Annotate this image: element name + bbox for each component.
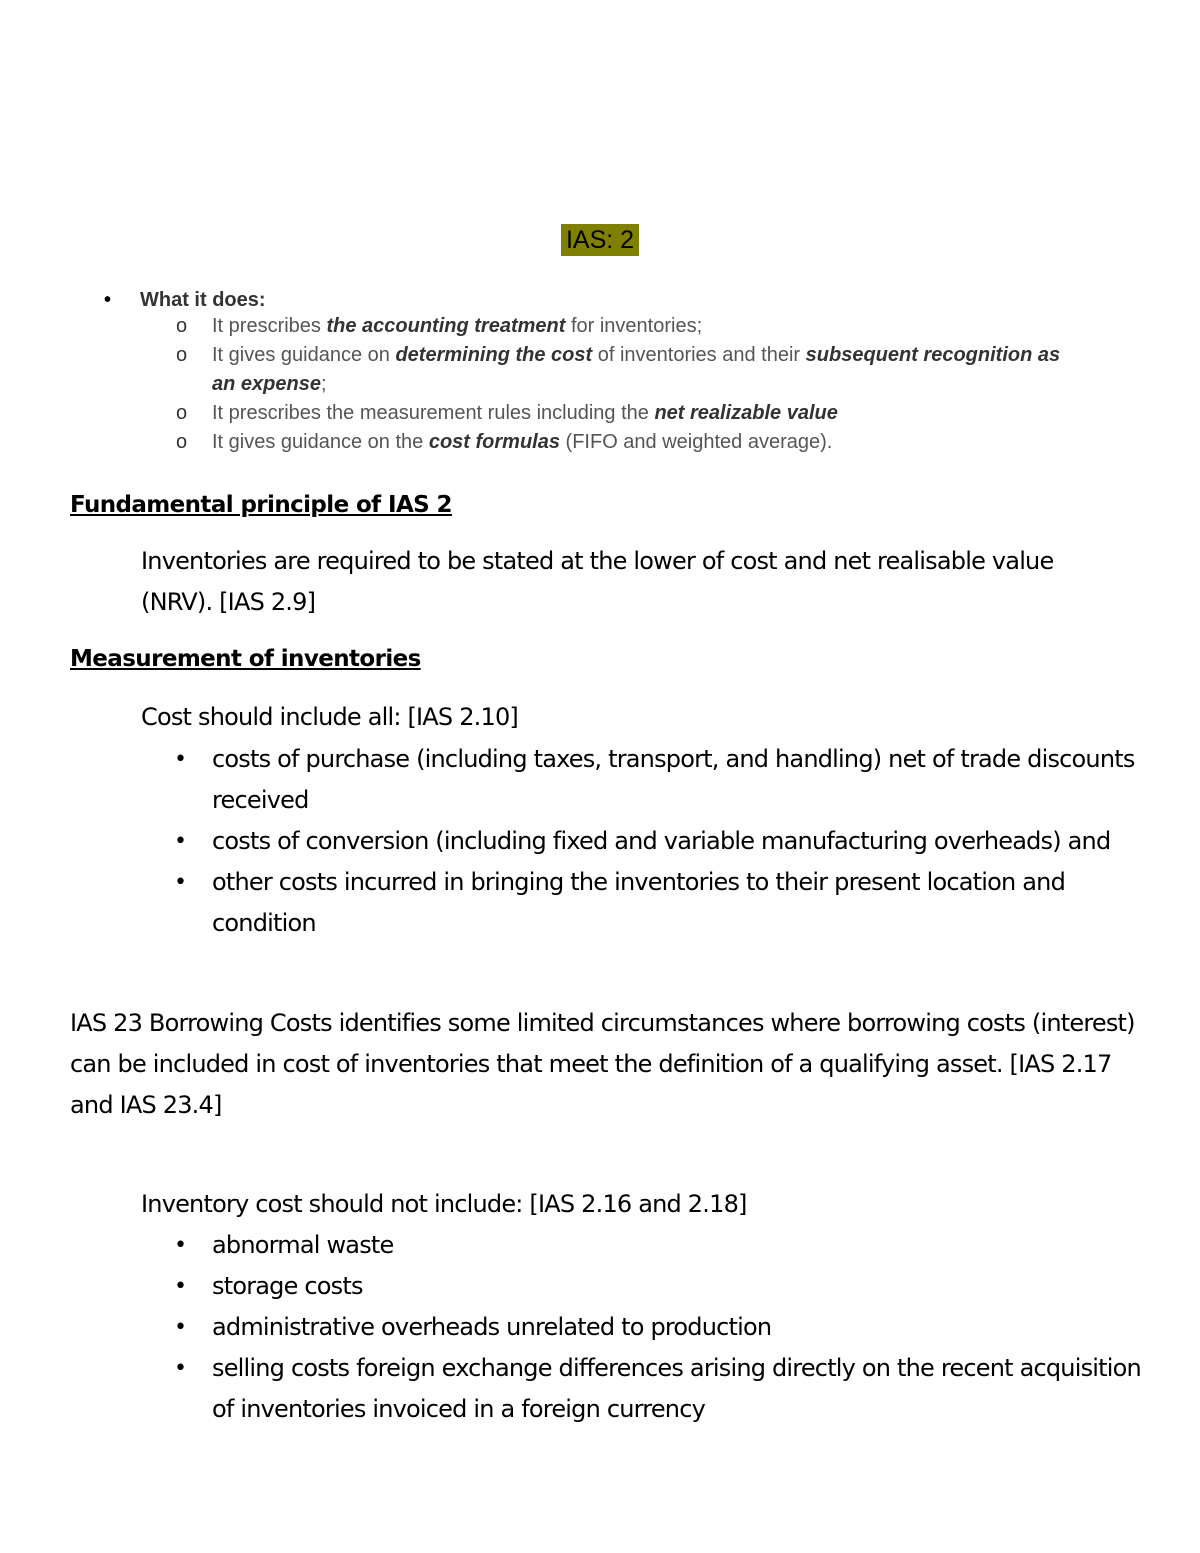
exclude-list <box>170 1225 1160 1430</box>
list-item: • abnormal waste <box>170 1225 1160 1266</box>
borrowing-costs-text: IAS 23 Borrowing Costs identifies some limited circumstances where borrowing costs (interest) can be included in cost of inventories that meet the definition of a qualifying asset. [IAS 2.17 and IAS 23.4] <box>70 1009 1135 1119</box>
title-container <box>0 224 1200 256</box>
bullet-icon: • <box>174 870 187 895</box>
circle-bullet-icon: o <box>176 431 188 453</box>
list-item: o It gives guidance on determining the cost of inventories and their subsequent recognition as an expense; <box>176 341 1076 399</box>
fundamental-text: Inventories are required to be stated at the lower of cost and net realisable value (NRV). [IAS 2.9] <box>141 547 1054 616</box>
bullet-icon: • <box>174 1274 187 1299</box>
bullet-icon: • <box>174 747 187 772</box>
circle-bullet-icon: o <box>176 315 188 337</box>
exclude-intro: Inventory cost should not include: [IAS 2.16 and 2.18] <box>141 1190 747 1218</box>
what-it-does-label: What it does: <box>140 289 266 311</box>
bullet-icon: • <box>174 1233 187 1258</box>
list-item: o It prescribes the accounting treatment for inventories; <box>176 312 1076 341</box>
include-intro: Cost should include all: [IAS 2.10] <box>141 703 518 731</box>
bullet-icon: • <box>174 829 187 854</box>
bullet-icon: • <box>104 289 112 311</box>
list-item: • costs of purchase (including taxes, transport, and handling) net of trade discounts received <box>170 739 1160 821</box>
include-list <box>170 739 1160 944</box>
what-it-does-heading <box>104 286 266 314</box>
what-it-does-list <box>176 312 1076 457</box>
list-item: • storage costs <box>170 1266 1160 1307</box>
list-item: • costs of conversion (including fixed and variable manufacturing overheads) and <box>170 821 1160 862</box>
circle-bullet-icon: o <box>176 402 188 424</box>
list-item: • administrative overheads unrelated to production <box>170 1307 1160 1348</box>
fundamental-heading: Fundamental principle of IAS 2 <box>70 492 452 518</box>
list-item: • selling costs foreign exchange differences arising directly on the recent acquisition of inventories invoiced in a foreign currency <box>170 1348 1160 1430</box>
circle-bullet-icon: o <box>176 344 188 366</box>
bullet-icon: • <box>174 1356 187 1381</box>
measurement-heading: Measurement of inventories <box>70 646 421 672</box>
bullet-icon: • <box>174 1315 187 1340</box>
document-title: IAS: 2 <box>561 224 639 256</box>
list-item: • other costs incurred in bringing the inventories to their present location and condition <box>170 862 1160 944</box>
list-item: o It prescribes the measurement rules including the net realizable value <box>176 399 1076 428</box>
list-item: o It gives guidance on the cost formulas (FIFO and weighted average). <box>176 428 1076 457</box>
